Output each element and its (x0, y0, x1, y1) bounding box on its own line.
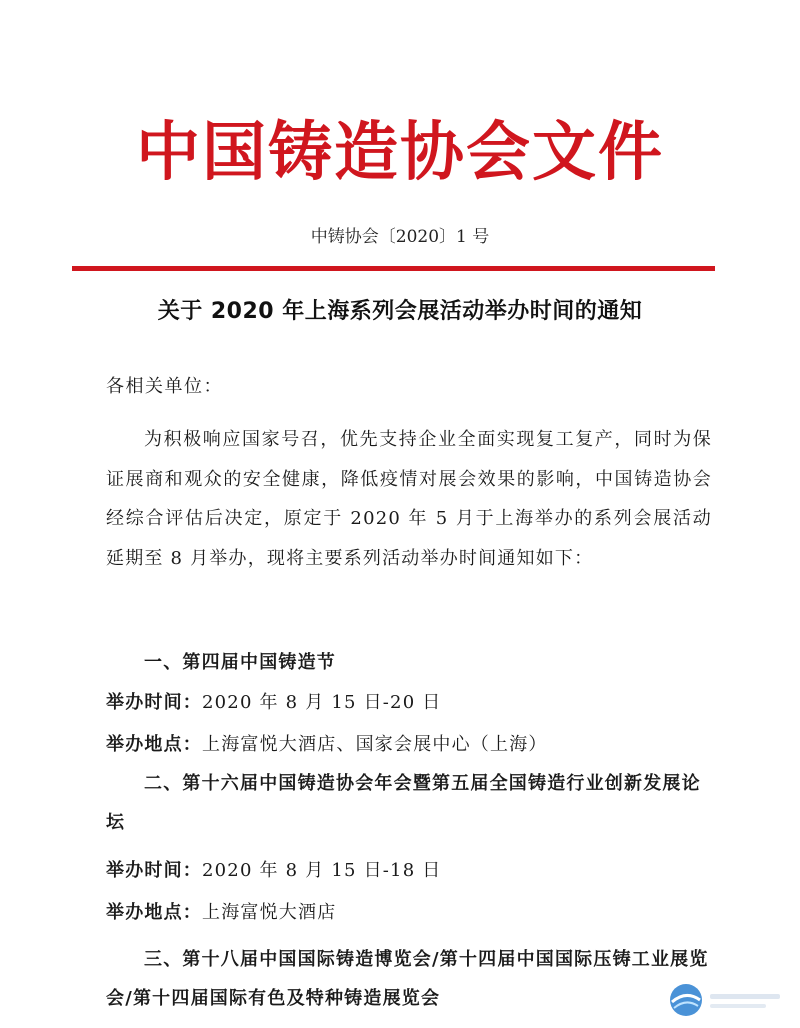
event-1-place-label: 举办地点： (106, 734, 202, 755)
watermark (666, 980, 796, 1020)
event-1-place (106, 730, 548, 756)
red-divider-rule (72, 266, 715, 271)
event-2-place-label: 举办地点： (106, 902, 202, 923)
event-1-time (106, 688, 441, 714)
event-1-time-value: 2020 年 8 月 15 日-20 日 (202, 692, 442, 713)
globe-logo-icon (666, 980, 796, 1020)
org-document-header: 中国铸造协会文件 (136, 116, 664, 190)
event-2-time-label: 举办时间： (106, 860, 202, 881)
salutation: 各相关单位： (106, 376, 223, 397)
event-2-place (106, 898, 336, 924)
event-1-place-value: 上海富悦大酒店、国家会展中心（上海） (202, 734, 548, 755)
document-number: 中铸协会〔2020〕1 号 (310, 227, 490, 247)
body-paragraph: 为积极响应国家号召，优先支持企业全面实现复工复产，同时为保证展商和观众的安全健康，降低疫情对展会效果的影响，中国铸造协会经综合评估后决定，原定于 2020 年 5 月于上海举办的系列会展活动延期至 8 月举办，现将主要系列活动举办时间通知如下： (106, 429, 712, 569)
event-1-time-label: 举办时间： (106, 692, 202, 713)
event-2-place-value: 上海富悦大酒店 (202, 902, 337, 923)
notice-title: 关于 2020 年上海系列会展活动举办时间的通知 (157, 299, 643, 324)
event-2-time (106, 856, 441, 882)
event-3-heading: 三、第十八届中国国际铸造博览会/第十四届中国国际压铸工业展览会/第十四届国际有色及特种铸造展览会 (106, 949, 709, 1009)
event-2-heading: 二、第十六届中国铸造协会年会暨第五届全国铸造行业创新发展论坛 (106, 773, 701, 833)
event-2-time-value: 2020 年 8 月 15 日-18 日 (202, 860, 442, 881)
event-1-heading: 一、第四届中国铸造节 (144, 652, 336, 673)
